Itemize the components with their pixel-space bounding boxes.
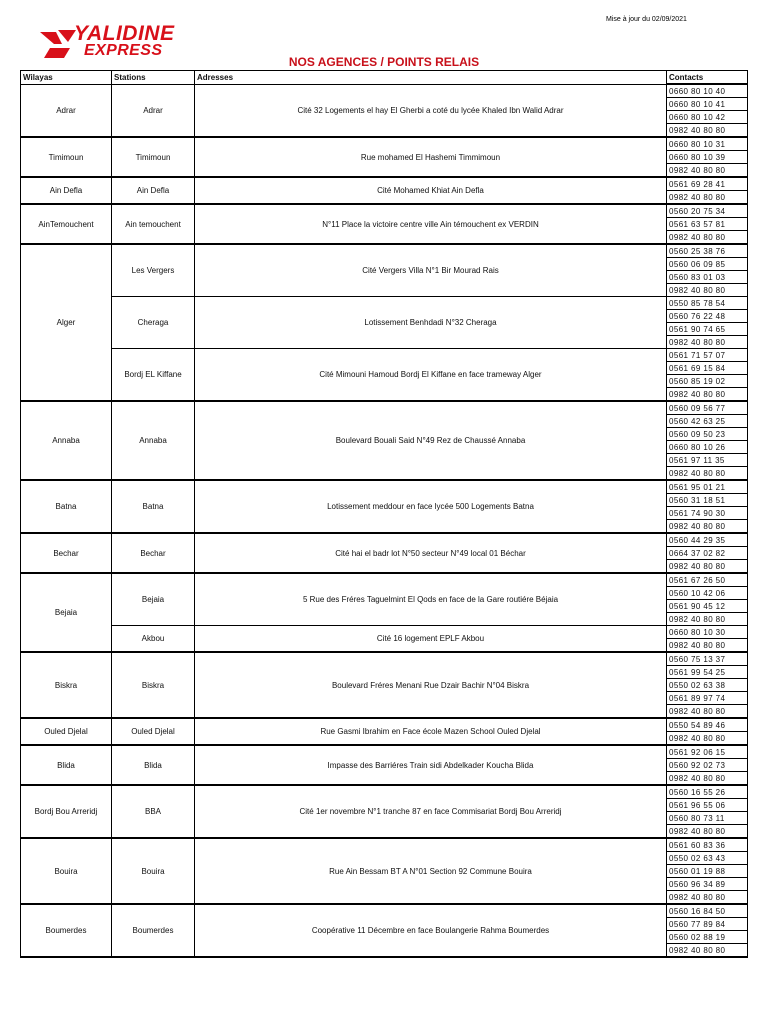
station-cell: Timimoun [112, 137, 195, 177]
contact-phone: 0982 40 80 80 [667, 772, 748, 786]
station-cell: Ain Defla [112, 177, 195, 204]
address-cell: Cité 16 logement EPLF Akbou [195, 626, 667, 653]
address-cell: Rue Gasmi Ibrahim en Face école Mazen School Ouled Djelal [195, 718, 667, 745]
contact-phone: 0660 80 10 40 [667, 84, 748, 98]
contact-phone: 0664 37 02 82 [667, 547, 748, 560]
contact-phone: 0560 10 42 06 [667, 587, 748, 600]
table-row [21, 349, 748, 362]
page-title: NOS AGENCES / POINTS RELAIS [288, 55, 480, 69]
table-row [21, 626, 748, 639]
contact-phone: 0982 40 80 80 [667, 467, 748, 481]
wilaya-cell: Ain Defla [21, 177, 112, 204]
contact-phone: 0982 40 80 80 [667, 613, 748, 626]
contact-phone: 0982 40 80 80 [667, 231, 748, 245]
station-cell: Ouled Djelal [112, 718, 195, 745]
address-cell: Cité 32 Logements el hay El Gherbi a coté du lycée Khaled Ibn Walid Adrar [195, 84, 667, 137]
station-cell: Adrar [112, 84, 195, 137]
agencies-table [20, 70, 748, 958]
contact-phone: 0560 76 22 48 [667, 310, 748, 323]
address-cell: Lotissement meddour en face lycée 500 Logements Batna [195, 480, 667, 533]
address-cell: Lotissement Benhdadi N°32 Cheraga [195, 297, 667, 349]
wilaya-cell: Adrar [21, 84, 112, 137]
contact-phone: 0561 69 28 41 [667, 177, 748, 191]
contact-phone: 0561 96 55 06 [667, 799, 748, 812]
contact-phone: 0660 80 10 39 [667, 151, 748, 164]
contact-phone: 0550 02 63 38 [667, 679, 748, 692]
station-cell: Bordj EL Kiffane [112, 349, 195, 402]
contact-phone: 0660 80 10 26 [667, 441, 748, 454]
address-cell: Coopérative 11 Décembre en face Boulangerie Rahma Boumerdes [195, 904, 667, 957]
wilaya-cell: Blida [21, 745, 112, 785]
station-cell: Bouira [112, 838, 195, 904]
contact-phone: 0560 31 18 51 [667, 494, 748, 507]
contact-phone: 0982 40 80 80 [667, 124, 748, 138]
address-cell: Rue Ain Bessam BT A N°01 Section 92 Commune Bouira [195, 838, 667, 904]
contact-phone: 0561 90 45 12 [667, 600, 748, 613]
contact-phone: 0560 96 34 89 [667, 878, 748, 891]
contact-phone: 0982 40 80 80 [667, 705, 748, 719]
wilaya-cell: Alger [21, 244, 112, 401]
contact-phone: 0561 60 83 36 [667, 838, 748, 852]
contact-phone: 0982 40 80 80 [667, 336, 748, 349]
station-cell: BBA [112, 785, 195, 838]
table-row [21, 177, 748, 191]
table-row [21, 297, 748, 310]
wilaya-cell: Bouira [21, 838, 112, 904]
address-cell: Cité 1er novembre N°1 tranche 87 en face Commisariat Bordj Bou Arreridj [195, 785, 667, 838]
contact-phone: 0550 85 78 54 [667, 297, 748, 310]
contact-phone: 0560 25 38 76 [667, 244, 748, 258]
wilaya-cell: Annaba [21, 401, 112, 480]
address-cell: Cité Vergers Villa N°1 Bir Mourad Rais [195, 244, 667, 297]
contact-phone: 0982 40 80 80 [667, 560, 748, 574]
contact-phone: 0982 40 80 80 [667, 284, 748, 297]
station-cell: Blida [112, 745, 195, 785]
wilaya-cell: Bejaia [21, 573, 112, 652]
address-cell: Cité hai el badr lot N°50 secteur N°49 local 01 Béchar [195, 533, 667, 573]
table-row [21, 652, 748, 666]
contact-phone: 0560 80 73 11 [667, 812, 748, 825]
contact-phone: 0560 06 09 85 [667, 258, 748, 271]
contact-phone: 0982 40 80 80 [667, 520, 748, 534]
contact-phone: 0561 63 57 81 [667, 218, 748, 231]
address-cell: Cité Mimouni Hamoud Bordj El Kiffane en face trameway Alger [195, 349, 667, 402]
contact-phone: 0560 92 02 73 [667, 759, 748, 772]
station-cell: Ain temouchent [112, 204, 195, 244]
table-row [21, 137, 748, 151]
station-cell: Cheraga [112, 297, 195, 349]
table-row [21, 84, 748, 98]
contact-phone: 0560 85 19 02 [667, 375, 748, 388]
table-row [21, 244, 748, 258]
contact-phone: 0560 83 01 03 [667, 271, 748, 284]
wilaya-cell: Batna [21, 480, 112, 533]
contact-phone: 0560 44 29 35 [667, 533, 748, 547]
contact-phone: 0561 90 74 65 [667, 323, 748, 336]
wilaya-cell: Bechar [21, 533, 112, 573]
contact-phone: 0560 09 56 77 [667, 401, 748, 415]
contact-phone: 0660 80 10 31 [667, 137, 748, 151]
contact-phone: 0660 80 10 41 [667, 98, 748, 111]
header-contacts: Contacts [667, 71, 748, 85]
table-row [21, 745, 748, 759]
brand-name: YALIDINE [74, 22, 175, 45]
table-row [21, 904, 748, 918]
table-row [21, 204, 748, 218]
contact-phone: 0982 40 80 80 [667, 944, 748, 958]
contact-phone: 0982 40 80 80 [667, 164, 748, 178]
station-cell: Akbou [112, 626, 195, 653]
contact-phone: 0560 20 75 34 [667, 204, 748, 218]
wilaya-cell: Timimoun [21, 137, 112, 177]
contact-phone: 0982 40 80 80 [667, 191, 748, 205]
address-cell: Boulevard Bouali Said N°49 Rez de Chaussé Annaba [195, 401, 667, 480]
brand-sub: EXPRESS [84, 42, 163, 59]
contact-phone: 0561 89 97 74 [667, 692, 748, 705]
address-cell: Impasse des Barriéres Train sidi Abdelkader Koucha Blida [195, 745, 667, 785]
header-wilaya: Wilayas [21, 71, 112, 85]
wilaya-cell: Biskra [21, 652, 112, 718]
address-cell: N°11 Place la victoire centre ville Ain témouchent ex VERDIN [195, 204, 667, 244]
station-cell: Bejaia [112, 573, 195, 626]
contact-phone: 0550 54 89 46 [667, 718, 748, 732]
station-cell: Bechar [112, 533, 195, 573]
table-body [21, 84, 748, 957]
contact-phone: 0560 01 19 88 [667, 865, 748, 878]
contact-phone: 0982 40 80 80 [667, 388, 748, 402]
address-cell: Cité Mohamed Khiat Ain Defla [195, 177, 667, 204]
contact-phone: 0982 40 80 80 [667, 639, 748, 653]
station-cell: Boumerdes [112, 904, 195, 957]
contact-phone: 0561 99 54 25 [667, 666, 748, 679]
contact-phone: 0982 40 80 80 [667, 825, 748, 839]
wilaya-cell: Bordj Bou Arreridj [21, 785, 112, 838]
table-row [21, 718, 748, 732]
table-row [21, 785, 748, 799]
contact-phone: 0560 16 84 50 [667, 904, 748, 918]
table-header-row [21, 71, 748, 85]
address-cell: Rue mohamed El Hashemi Timmimoun [195, 137, 667, 177]
station-cell: Les Vergers [112, 244, 195, 297]
header-station: Stations [112, 71, 195, 85]
wilaya-cell: Ouled Djelal [21, 718, 112, 745]
table-row [21, 401, 748, 415]
contact-phone: 0560 42 63 25 [667, 415, 748, 428]
contact-phone: 0561 69 15 84 [667, 362, 748, 375]
station-cell: Batna [112, 480, 195, 533]
table-row [21, 480, 748, 494]
contact-phone: 0982 40 80 80 [667, 891, 748, 905]
contact-phone: 0982 40 80 80 [667, 732, 748, 746]
wilaya-cell: Boumerdes [21, 904, 112, 957]
contact-phone: 0560 09 50 23 [667, 428, 748, 441]
contact-phone: 0660 80 10 30 [667, 626, 748, 639]
table-row [21, 573, 748, 587]
contact-phone: 0561 71 57 07 [667, 349, 748, 362]
address-cell: Boulevard Fréres Menani Rue Dzair Bachir N°04 Biskra [195, 652, 667, 718]
contact-phone: 0561 74 90 30 [667, 507, 748, 520]
contact-phone: 0561 95 01 21 [667, 480, 748, 494]
contact-phone: 0660 80 10 42 [667, 111, 748, 124]
wilaya-cell: AinTemouchent [21, 204, 112, 244]
contact-phone: 0560 02 88 19 [667, 931, 748, 944]
contact-phone: 0560 77 89 84 [667, 918, 748, 931]
contact-phone: 0560 16 55 26 [667, 785, 748, 799]
address-cell: 5 Rue des Fréres Taguelmint El Qods en face de la Gare routiére Béjaia [195, 573, 667, 626]
header-address: Adresses [195, 71, 667, 85]
station-cell: Biskra [112, 652, 195, 718]
update-date: Mise à jour du 02/09/2021 [606, 16, 687, 23]
station-cell: Annaba [112, 401, 195, 480]
contact-phone: 0560 75 13 37 [667, 652, 748, 666]
table-row [21, 838, 748, 852]
table-row [21, 533, 748, 547]
contact-phone: 0561 67 26 50 [667, 573, 748, 587]
contact-phone: 0550 02 63 43 [667, 852, 748, 865]
contact-phone: 0561 92 06 15 [667, 745, 748, 759]
contact-phone: 0561 97 11 35 [667, 454, 748, 467]
